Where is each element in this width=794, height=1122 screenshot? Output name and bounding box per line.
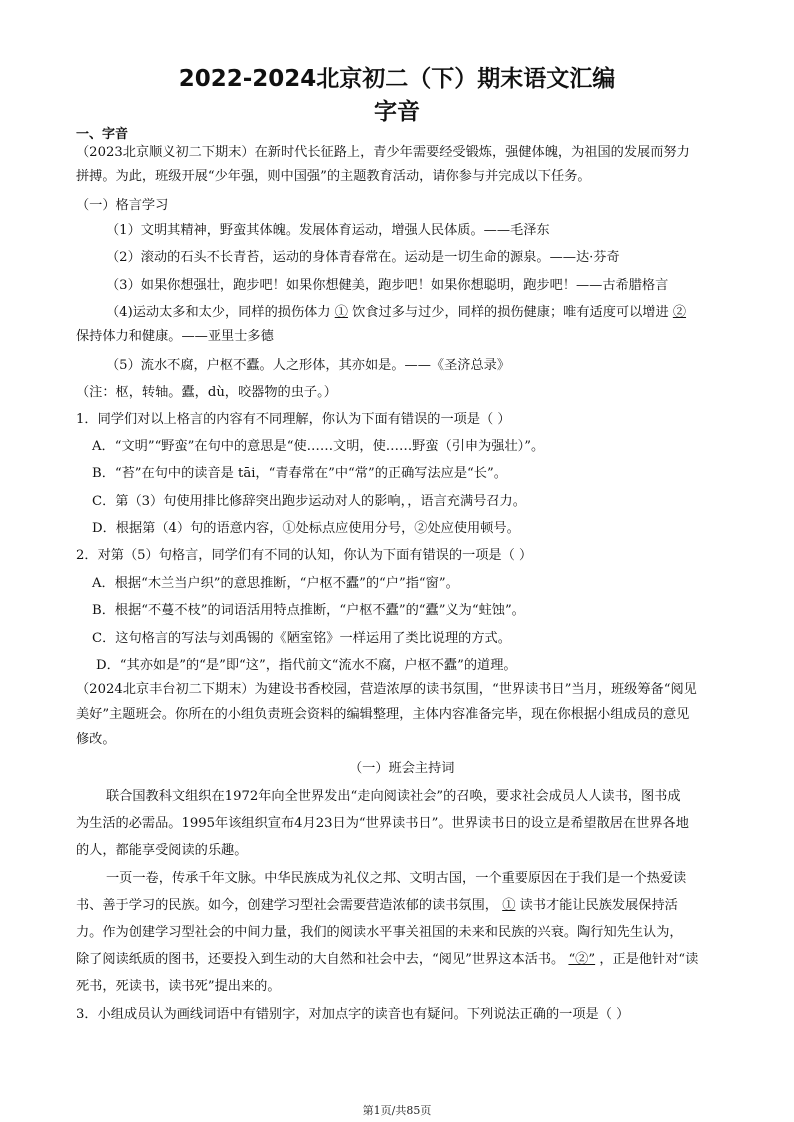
q2-option-b: B．根据“不蔓不枝”的词语活用特点推断，“户枢不蠹”的“蠹”义为“蛀蚀”。: [92, 603, 525, 618]
paragraph-2-text-d: ，正是他针对“读: [599, 952, 699, 967]
q2-option-c: C．这句格言的写法与刘禹锡的《陋室铭》一样运用了类比说理的方式。: [92, 631, 511, 646]
intro-line-1: （2023北京顺义初二下期末）在新时代长征路上，青少年需要经受锻炼，强健体魄，为祖国的发展而努力: [76, 145, 690, 160]
part-heading-1: （一）格言学习: [76, 198, 169, 213]
paragraph-2-text-a: 书、善于学习的民族。如今，创建学习型社会需要营造浓郁的读书氛围，: [76, 898, 498, 913]
paragraph-2-text-b: 读书才能让民族发展保持活: [519, 898, 678, 913]
maxim-2: （2）滚动的石头不长青苔，运动的身体青春常在。运动是一切生命的源泉。——达·芬奇: [106, 250, 620, 265]
maxim-4-text-a: （4)运动太多和太少，同样的损伤体力: [106, 305, 331, 320]
part-heading-2: （一）班会主持词: [349, 761, 455, 776]
blank-2: ②: [672, 305, 687, 320]
section-heading: 一、字音: [76, 127, 129, 142]
q1-option-a: A．“文明”“野蛮”在句中的意思是“使……文明，使……野蛮（引申为强壮）”。: [92, 439, 545, 454]
intro-line-2: 拼搏。为此，班级开展“少年强，则中国强”的主题教育活动，请你参与并完成以下任务。: [76, 169, 591, 184]
paragraph-2-line-1: 一页一卷，传承千年文脉。中华民族成为礼仪之邦、文明古国，一个重要原因在于我们是一个热爱读: [106, 871, 687, 886]
paragraph-1-line-2: 为生活的必需品。1995年该组织宣布4月23日为“世界读书日”。世界读书日的设立是希望散居在世界各地: [76, 816, 689, 831]
maxim-1: （1）文明其精神，野蛮其体魄。发展体育运动，增强人民体质。——毛泽东: [106, 223, 550, 238]
paragraph-2-line-4: [76, 951, 698, 969]
maxim-3: （3）如果你想强壮，跑步吧！如果你想健美，跑步吧！如果你想聪明，跑步吧！——古希腊格言: [106, 278, 669, 293]
blank-1: ①: [334, 305, 348, 320]
q1-option-b: B．“苔”在句中的读音是 tāi，“青春常在”中“常”的正确写法应是“长”。: [92, 466, 507, 481]
question-3: 3．小组成员认为画线词语中有错别字，对加点字的读音也有疑问。下列说法正确的一项是（ ）: [76, 1007, 630, 1022]
q1-option-d: D．根据第（4）句的语意内容，①处标点应使用分号，②处应使用顿号。: [92, 521, 520, 536]
intro2-line-3: 修改。: [76, 732, 116, 747]
question-2: 2．对第（5）句格言，同学们有不同的认知，你认为下面有错误的一项是（ ）: [76, 548, 533, 563]
intro2-line-1: （2024北京丰台初二下期末）为建设书香校园，营造浓厚的读书氛围，“世界读书日”当月，班级筹备“阅见: [76, 682, 697, 697]
blank-4: “②”: [568, 952, 596, 967]
paragraph-2-text-c: 除了阅读纸质的图书，还要投入到生动的大自然和社会中去，“阅见”世界这本活书。: [76, 952, 565, 967]
q2-option-a: A．根据“木兰当户织”的意思推断，“户枢不蠹”的“户”指“窗”。: [92, 576, 459, 591]
doc-subtitle: 字音: [374, 99, 420, 125]
paragraph-2-line-5: 死书，死读书，读书死”提出来的。: [76, 979, 281, 994]
paragraph-1-line-3: 的人，都能享受阅读的乐趣。: [76, 843, 248, 858]
note: （注：枢，转轴。蠹，dù，咬器物的虫子。）: [76, 385, 337, 400]
doc-title: 2022-2024北京初二（下）期末语文汇编: [178, 66, 616, 92]
paragraph-2-line-2: [76, 897, 678, 915]
blank-3: ①: [502, 898, 516, 913]
q2-option-d: D．“其亦如是”的“是”即“这”，指代前文“流水不腐，户枢不蠹”的道理。: [96, 658, 517, 673]
intro2-line-2: 美好”主题班会。你所在的小组负责班会资料的编辑整理，主体内容准备完毕，现在你根据小组成员的意见: [76, 707, 690, 722]
paragraph-1-line-1: 联合国教科文组织在1972年向全世界发出“走向阅读社会”的召唤，要求社会成员人人读书，图书成: [106, 789, 681, 804]
maxim-4-line-1: [106, 304, 686, 322]
question-1: 1．同学们对以上格言的内容有不同理解，你认为下面有错误的一项是（ ）: [76, 412, 511, 427]
maxim-5: （5）流水不腐，户枢不蠹。人之形体，其亦如是。——《圣济总录》: [106, 358, 511, 373]
maxim-4-line-2: 保持体力和健康。——亚里士多德: [76, 329, 274, 344]
paragraph-2-line-3: 力。作为创建学习型社会的中间力量，我们的阅读水平事关祖国的未来和民族的兴衰。陶行知先生认为，: [76, 925, 683, 940]
page-number: 第1页/共85页: [362, 1104, 432, 1117]
maxim-4-text-b: 饮食过多与过少，同样的损伤健康；唯有适度可以增进: [352, 305, 669, 320]
q1-option-c: C．第（3）句使用排比修辞突出跑步运动对人的影响，，语言充满号召力。: [92, 494, 526, 509]
